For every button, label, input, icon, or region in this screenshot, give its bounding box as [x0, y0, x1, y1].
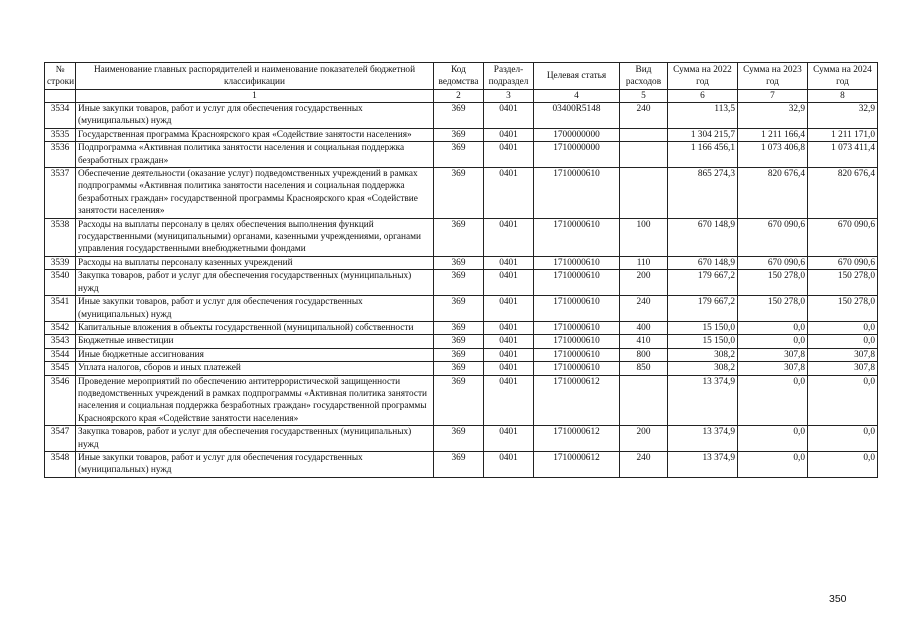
row-number-cell: 3541 [45, 296, 76, 322]
row-number-cell: 3538 [45, 218, 76, 256]
sum-2024-cell: 32,9 [808, 103, 878, 129]
sum-2024-cell: 150 278,0 [808, 270, 878, 296]
expense-type-cell [620, 142, 668, 168]
department-code-cell: 369 [434, 256, 484, 269]
section-cell: 0401 [484, 348, 534, 361]
name-cell: Капитальные вложения в объекты государственной (муниципальной) собственности [76, 321, 434, 334]
section-cell: 0401 [484, 375, 534, 426]
department-code-cell: 369 [434, 296, 484, 322]
name-cell: Закупка товаров, работ и услуг для обеспечения государственных (муниципальных) нужд [76, 426, 434, 452]
target-article-cell: 1710000610 [534, 335, 620, 348]
sum-2023-cell: 150 278,0 [738, 270, 808, 296]
expense-type-cell [620, 168, 668, 219]
section-cell: 0401 [484, 296, 534, 322]
department-code-cell: 369 [434, 426, 484, 452]
department-code-cell: 369 [434, 362, 484, 375]
table-body [45, 103, 878, 478]
table-row [45, 103, 878, 129]
expense-type-cell: 410 [620, 335, 668, 348]
expense-type-cell: 850 [620, 362, 668, 375]
name-cell: Уплата налогов, сборов и иных платежей [76, 362, 434, 375]
column-number: 7 [738, 90, 808, 103]
sum-2022-cell: 15 150,0 [668, 321, 738, 334]
header-sum-2024: Сумма на 2024 год [808, 63, 878, 90]
target-article-cell: 1710000612 [534, 375, 620, 426]
expense-type-cell: 200 [620, 426, 668, 452]
header-sum-2023: Сумма на 2023 год [738, 63, 808, 90]
row-number-cell: 3542 [45, 321, 76, 334]
section-cell: 0401 [484, 256, 534, 269]
name-cell: Закупка товаров, работ и услуг для обеспечения государственных (муниципальных) нужд [76, 270, 434, 296]
sum-2024-cell: 0,0 [808, 426, 878, 452]
section-cell: 0401 [484, 362, 534, 375]
sum-2024-cell: 0,0 [808, 335, 878, 348]
name-cell: Иные закупки товаров, работ и услуг для обеспечения государственных (муниципальных) нужд [76, 451, 434, 477]
sum-2023-cell: 1 211 166,4 [738, 128, 808, 141]
header-section: Раздел-подраздел [484, 63, 534, 90]
table-row [45, 128, 878, 141]
header-expense-type: Вид расходов [620, 63, 668, 90]
sum-2024-cell: 307,8 [808, 362, 878, 375]
table-row [45, 168, 878, 219]
name-cell: Расходы на выплаты персоналу в целях обеспечения выполнения функций государственными (муниципальными) органами, казенными учреждениями, органами управления государственными внебюджетными фондами [76, 218, 434, 256]
sum-2024-cell: 670 090,6 [808, 218, 878, 256]
header-sum-2022: Сумма на 2022 год [668, 63, 738, 90]
sum-2022-cell: 13 374,9 [668, 375, 738, 426]
expense-type-cell: 800 [620, 348, 668, 361]
header-row-number: № строки [45, 63, 76, 90]
table-row [45, 296, 878, 322]
target-article-cell: 1710000610 [534, 348, 620, 361]
table-header-row [45, 63, 878, 90]
sum-2024-cell: 307,8 [808, 348, 878, 361]
department-code-cell: 369 [434, 103, 484, 129]
table-row [45, 451, 878, 477]
department-code-cell: 369 [434, 142, 484, 168]
target-article-cell: 03400R5148 [534, 103, 620, 129]
sum-2022-cell: 865 274,3 [668, 168, 738, 219]
sum-2022-cell: 13 374,9 [668, 451, 738, 477]
sum-2023-cell: 670 090,6 [738, 256, 808, 269]
expense-type-cell: 240 [620, 103, 668, 129]
expense-type-cell [620, 128, 668, 141]
table-row [45, 375, 878, 426]
section-cell: 0401 [484, 426, 534, 452]
department-code-cell: 369 [434, 375, 484, 426]
row-number-cell: 3535 [45, 128, 76, 141]
target-article-cell: 1710000610 [534, 256, 620, 269]
row-number-cell: 3536 [45, 142, 76, 168]
sum-2023-cell: 0,0 [738, 375, 808, 426]
column-number: 1 [76, 90, 434, 103]
section-cell: 0401 [484, 168, 534, 219]
section-cell: 0401 [484, 270, 534, 296]
department-code-cell: 369 [434, 168, 484, 219]
sum-2024-cell: 820 676,4 [808, 168, 878, 219]
row-number-cell: 3537 [45, 168, 76, 219]
target-article-cell: 1710000610 [534, 168, 620, 219]
section-cell: 0401 [484, 218, 534, 256]
department-code-cell: 369 [434, 128, 484, 141]
section-cell: 0401 [484, 321, 534, 334]
row-number-cell: 3539 [45, 256, 76, 269]
sum-2023-cell: 670 090,6 [738, 218, 808, 256]
expense-type-cell: 110 [620, 256, 668, 269]
row-number-cell: 3547 [45, 426, 76, 452]
budget-table [44, 62, 878, 478]
sum-2022-cell: 113,5 [668, 103, 738, 129]
row-number-cell: 3540 [45, 270, 76, 296]
name-cell: Иные закупки товаров, работ и услуг для обеспечения государственных (муниципальных) нужд [76, 296, 434, 322]
table-row [45, 218, 878, 256]
target-article-cell: 1700000000 [534, 128, 620, 141]
table-row [45, 348, 878, 361]
column-number: 4 [534, 90, 620, 103]
row-number-cell: 3534 [45, 103, 76, 129]
section-cell: 0401 [484, 142, 534, 168]
target-article-cell: 1710000000 [534, 142, 620, 168]
sum-2023-cell: 150 278,0 [738, 296, 808, 322]
section-cell: 0401 [484, 128, 534, 141]
name-cell: Государственная программа Красноярского края «Содействие занятости населения» [76, 128, 434, 141]
sum-2023-cell: 0,0 [738, 426, 808, 452]
department-code-cell: 369 [434, 321, 484, 334]
header-department-code: Код ведомства [434, 63, 484, 90]
expense-type-cell: 100 [620, 218, 668, 256]
sum-2023-cell: 307,8 [738, 362, 808, 375]
sum-2022-cell: 308,2 [668, 348, 738, 361]
sum-2023-cell: 820 676,4 [738, 168, 808, 219]
table-row [45, 426, 878, 452]
sum-2024-cell: 0,0 [808, 451, 878, 477]
department-code-cell: 369 [434, 218, 484, 256]
target-article-cell: 1710000610 [534, 296, 620, 322]
expense-type-cell [620, 375, 668, 426]
target-article-cell: 1710000610 [534, 321, 620, 334]
row-number-cell: 3544 [45, 348, 76, 361]
expense-type-cell: 240 [620, 451, 668, 477]
name-cell: Проведение мероприятий по обеспечению антитеррористической защищенности подведомственных учреждений в рамках подпрограммы «Активная политика занятости населения и социальная поддержка безработных граждан» государственной программы Красноярского края «Содействие занятости населения» [76, 375, 434, 426]
sum-2024-cell: 0,0 [808, 375, 878, 426]
sum-2022-cell: 670 148,9 [668, 218, 738, 256]
expense-type-cell: 200 [620, 270, 668, 296]
name-cell: Бюджетные инвестиции [76, 335, 434, 348]
table-row [45, 335, 878, 348]
department-code-cell: 369 [434, 335, 484, 348]
sum-2022-cell: 13 374,9 [668, 426, 738, 452]
section-cell: 0401 [484, 335, 534, 348]
target-article-cell: 1710000612 [534, 426, 620, 452]
table-row [45, 321, 878, 334]
expense-type-cell: 240 [620, 296, 668, 322]
department-code-cell: 369 [434, 270, 484, 296]
header-target-article: Целевая статья [534, 63, 620, 90]
section-cell: 0401 [484, 103, 534, 129]
column-number: 2 [434, 90, 484, 103]
sum-2024-cell: 150 278,0 [808, 296, 878, 322]
name-cell: Подпрограмма «Активная политика занятости населения и социальная поддержка безработных граждан» [76, 142, 434, 168]
target-article-cell: 1710000612 [534, 451, 620, 477]
column-number-row [45, 90, 878, 103]
target-article-cell: 1710000610 [534, 362, 620, 375]
sum-2024-cell: 1 211 171,0 [808, 128, 878, 141]
sum-2023-cell: 32,9 [738, 103, 808, 129]
sum-2022-cell: 1 166 456,1 [668, 142, 738, 168]
column-number: 3 [484, 90, 534, 103]
sum-2023-cell: 307,8 [738, 348, 808, 361]
row-number-cell: 3545 [45, 362, 76, 375]
name-cell: Расходы на выплаты персоналу казенных учреждений [76, 256, 434, 269]
column-number: 5 [620, 90, 668, 103]
column-number: 6 [668, 90, 738, 103]
row-number-cell: 3543 [45, 335, 76, 348]
sum-2022-cell: 179 667,2 [668, 270, 738, 296]
row-number-cell: 3548 [45, 451, 76, 477]
page-number: 350 [829, 593, 847, 605]
table-row [45, 362, 878, 375]
table-row [45, 142, 878, 168]
expense-type-cell: 400 [620, 321, 668, 334]
table-row [45, 270, 878, 296]
sum-2024-cell: 1 073 411,4 [808, 142, 878, 168]
sum-2024-cell: 0,0 [808, 321, 878, 334]
target-article-cell: 1710000610 [534, 270, 620, 296]
name-cell: Иные бюджетные ассигнования [76, 348, 434, 361]
name-cell: Иные закупки товаров, работ и услуг для обеспечения государственных (муниципальных) нужд [76, 103, 434, 129]
sum-2023-cell: 0,0 [738, 335, 808, 348]
sum-2022-cell: 179 667,2 [668, 296, 738, 322]
sum-2024-cell: 670 090,6 [808, 256, 878, 269]
department-code-cell: 369 [434, 451, 484, 477]
table-row [45, 256, 878, 269]
target-article-cell: 1710000610 [534, 218, 620, 256]
sum-2022-cell: 1 304 215,7 [668, 128, 738, 141]
sum-2022-cell: 308,2 [668, 362, 738, 375]
sum-2022-cell: 15 150,0 [668, 335, 738, 348]
department-code-cell: 369 [434, 348, 484, 361]
column-number: 8 [808, 90, 878, 103]
sum-2023-cell: 0,0 [738, 321, 808, 334]
column-number [45, 90, 76, 103]
section-cell: 0401 [484, 451, 534, 477]
header-name: Наименование главных распорядителей и наименование показателей бюджетной классификации [76, 63, 434, 90]
sum-2023-cell: 1 073 406,8 [738, 142, 808, 168]
sum-2022-cell: 670 148,9 [668, 256, 738, 269]
row-number-cell: 3546 [45, 375, 76, 426]
sum-2023-cell: 0,0 [738, 451, 808, 477]
name-cell: Обеспечение деятельности (оказание услуг) подведомственных учреждений в рамках подпрограммы «Активная политика занятости населения и социальная поддержка безработных граждан» государственной программы Красноярского края «Содействие занятости населения» [76, 168, 434, 219]
